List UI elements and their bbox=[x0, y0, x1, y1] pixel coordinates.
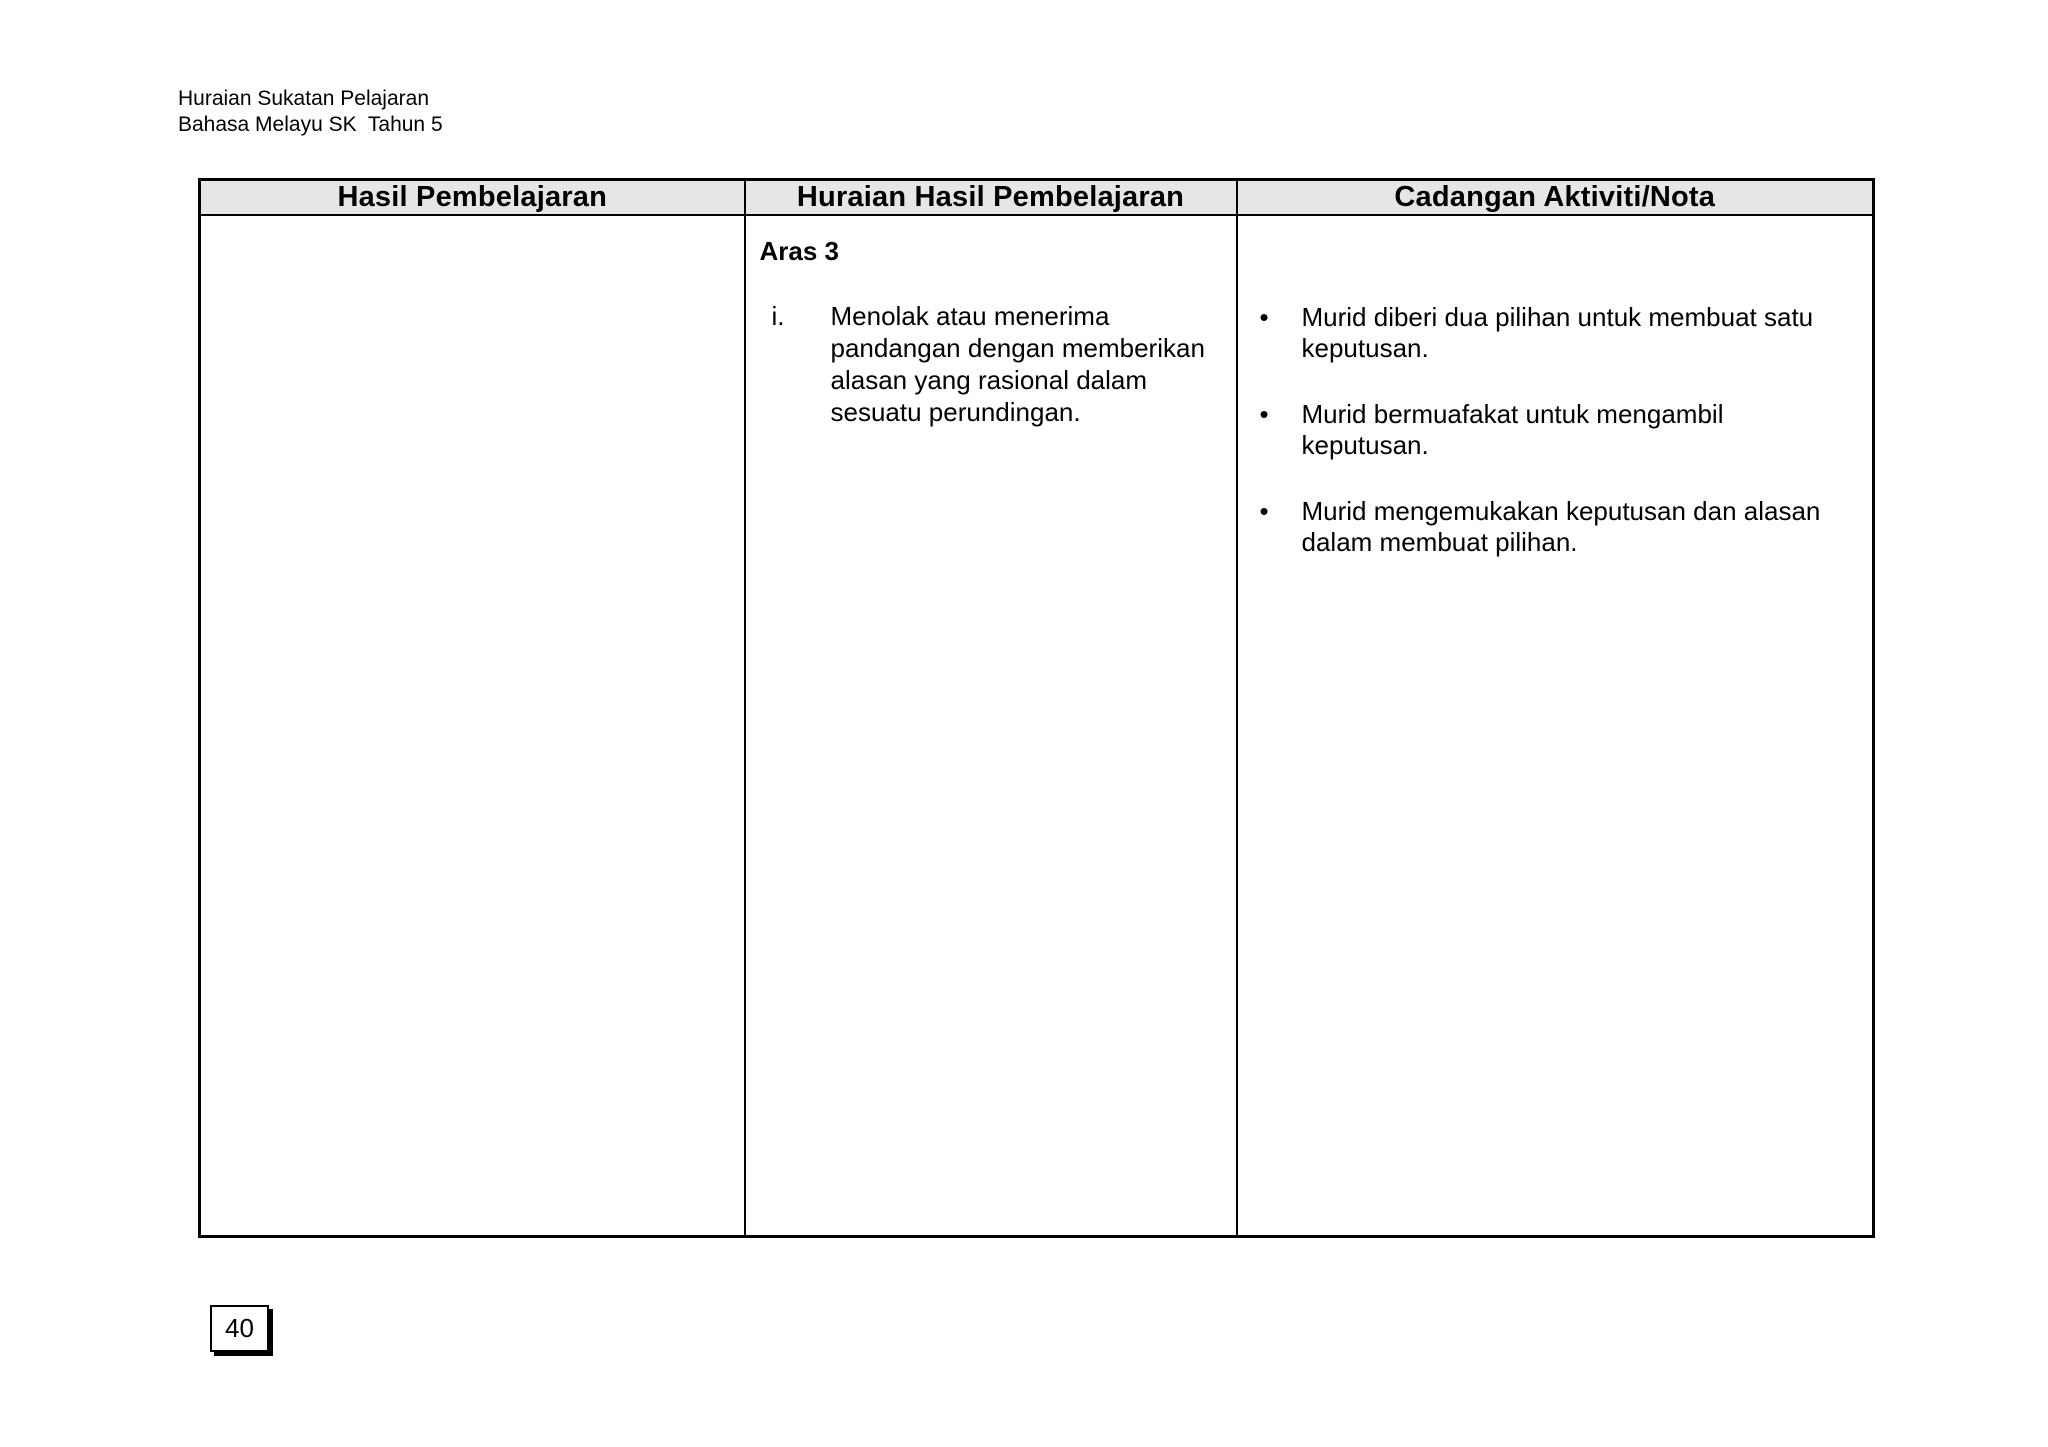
level-heading: Aras 3 bbox=[759, 236, 839, 266]
bullet-icon: • bbox=[1259, 302, 1269, 332]
header-subtitle: Bahasa Melayu SK Tahun 5 bbox=[178, 113, 443, 136]
table-header-row bbox=[200, 180, 1874, 216]
learning-outcome-cell bbox=[200, 215, 745, 1237]
list-item bbox=[1238, 302, 1858, 364]
table-row bbox=[200, 215, 1874, 1237]
outcome-description-cell bbox=[745, 215, 1237, 1237]
column-header-suggested-activities: Cadangan Aktiviti/Nota bbox=[1237, 180, 1874, 216]
activity-list bbox=[1238, 302, 1858, 593]
page-number: 40 bbox=[210, 1305, 269, 1352]
bullet-icon: • bbox=[1259, 399, 1269, 429]
syllabus-table bbox=[198, 178, 1875, 1238]
list-item bbox=[1238, 496, 1858, 558]
header-title: Huraian Sukatan Pelajaran bbox=[178, 87, 429, 110]
document-header bbox=[178, 86, 443, 138]
outcome-item-text: Menolak atau menerima pandangan dengan memberikan alasan yang rasional dalam sesuatu perundingan. bbox=[830, 301, 1205, 427]
activity-text: Murid diberi dua pilihan untuk membuat satu keputusan. bbox=[1301, 302, 1814, 363]
outcome-item-number: i. bbox=[771, 301, 785, 331]
outcome-item bbox=[772, 300, 1212, 428]
column-header-learning-outcome: Hasil Pembelajaran bbox=[200, 180, 745, 216]
suggested-activities-cell bbox=[1237, 215, 1874, 1237]
column-header-outcome-description: Huraian Hasil Pembelajaran bbox=[745, 180, 1237, 216]
bullet-icon: • bbox=[1259, 496, 1269, 526]
list-item bbox=[1238, 399, 1858, 461]
activity-text: Murid mengemukakan keputusan dan alasan dalam membuat pilihan. bbox=[1301, 496, 1821, 557]
activity-text: Murid bermuafakat untuk mengambil keputusan. bbox=[1301, 399, 1724, 460]
